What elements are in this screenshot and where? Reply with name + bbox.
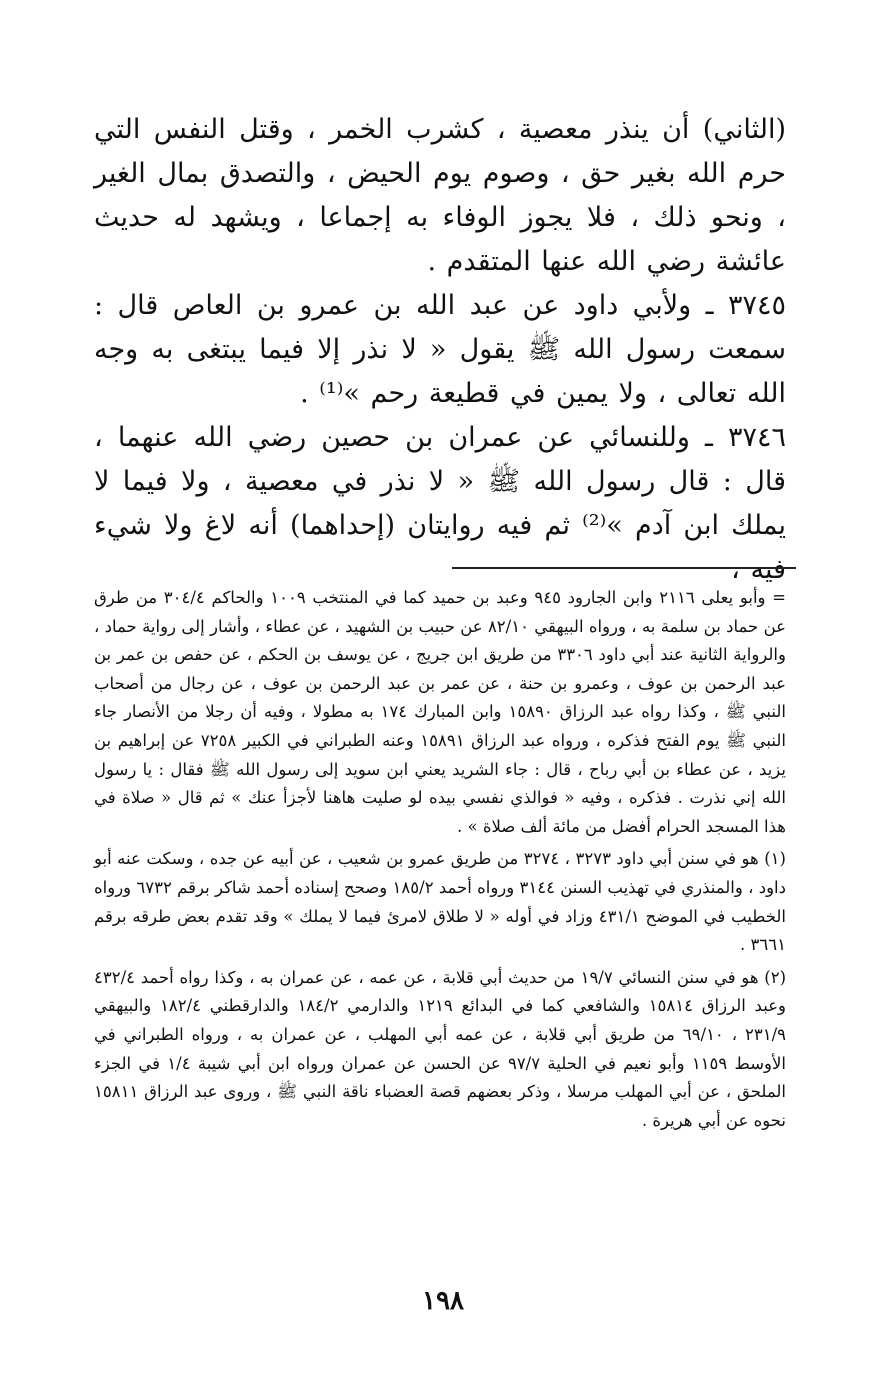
footnotes	[94, 584, 786, 1139]
footnote-continuation: = وأبو يعلى ٢١١٦ وابن الجارود ٩٤٥ وعبد بن حميد كما في المنتخب ١٠٠٩ والحاكم ٣٠٤/٤ من طرق عن حماد بن سلمة به ، ورواه البيهقي ٨٢/١٠ عن حبيب بن الشهيد ، عن عطاء ، وأشار إلى رواية حماد ، والرواية الثانية عند أبي داود ٣٣٠٦ من طريق ابن جريج ، عن يوسف بن الحكم ، عن حفص بن عمر بن عبد الرحمن بن عوف ، وعمرو بن حنة ، عن عمر بن عبد الرحمن بن عوف ، عن رجال من أصحاب النبي ﷺ ، وكذا رواه عبد الرزاق ١٥٨٩٠ وابن المبارك ١٧٤ به مطولا ، وفيه أن رجلا من الأنصار جاء النبي ﷺ يوم الفتح فذكره ، ورواه عبد الرزاق ١٥٨٩١ وعنه الطبراني في الكبير ٧٢٥٨ عن إبراهيم بن يزيد ، عن عطاء بن أبي رباح ، قال : جاء الشريد يعني ابن سويد إلى رسول الله ﷺ فقال : يا رسول الله إني نذرت . فذكره ، وفيه « فوالذي نفسي بيده لو صليت هاهنا لأجزأ عنك » ثم قال « صلاة في هذا المسجد الحرام أفضل من مائة ألف صلاة » .	[94, 588, 787, 836]
hadith-3746: ٣٧٤٦ ـ وللنسائي عن عمران بن حصين رضي الله عنهما ، قال : قال رسول الله ﷺ « لا نذر في معصية ، ولا فيما لا يملك ابن آدم »⁽²⁾ ثم فيه روايتان (إحداهما) أنه لاغ ولا شيء فيه ،	[94, 422, 786, 585]
paragraph-second-case: (الثاني) أن ينذر معصية ، كشرب الخمر ، وقتل النفس التي حرم الله بغير حق ، وصوم يوم الحيض ، والتصدق بمال الغير ، ونحو ذلك ، فلا يجوز الوفاء به إجماعا ، ويشهد له حديث عائشة رضي الله عنها المتقدم .	[94, 114, 786, 277]
main-text	[94, 108, 786, 592]
footnote-1: (١) هو في سنن أبي داود ٣٢٧٣ ، ٣٢٧٤ من طريق عمرو بن شعيب ، عن أبيه عن جده ، وسكت عنه أبو داود ، والمنذري في تهذيب السنن ٣١٤٤ ورواه أحمد ١٨٥/٢ وصحح إسناده أحمد شاكر برقم ٦٧٣٢ ورواه الخطيب في الموضح ٤٣١/١ وزاد في أوله « لا طلاق لامرئ فيما لا يملك » وقد تقدم بعض طرقه برقم ٣٦٦١ .	[94, 849, 786, 955]
footnote-2: (٢) هو في سنن النسائي ١٩/٧ من حديث أبي قلابة ، عن عمه ، عن عمران به ، وكذا رواه أحمد ٤٣٢/٤ وعبد الرزاق ١٥٨١٤ والشافعي كما في البدائع ١٢١٩ والدارمي ١٨٤/٢ والدارقطني ١٨٢/٤ والبيهقي ٢٣١/٩ ، ٦٩/١٠ من طريق أبي قلابة ، عن عمه أبي المهلب ، عن عمران به ، ورواه الطبراني في الأوسط ١١٥٩ وأبو نعيم في الحلية ٩٧/٧ عن الحسن عن عمران ورواه ابن أبي شيبة ١/٤ في الجزء الملحق ، عن أبي المهلب مرسلا ، وذكر بعضهم قصة العضباء ناقة النبي ﷺ ، وروى عبد الرزاق ١٥٨١١ نحوه عن أبي هريرة .	[94, 967, 787, 1130]
footnote-divider	[452, 567, 796, 569]
page-number: ١٩٨	[422, 1286, 464, 1316]
hadith-3745: ٣٧٤٥ ـ ولأبي داود عن عبد الله بن عمرو بن العاص قال : سمعت رسول الله ﷺ يقول « لا نذر إلا فيما يبتغى به وجه الله تعالى ، ولا يمين في قطيعة رحم »⁽¹⁾ .	[94, 290, 786, 409]
